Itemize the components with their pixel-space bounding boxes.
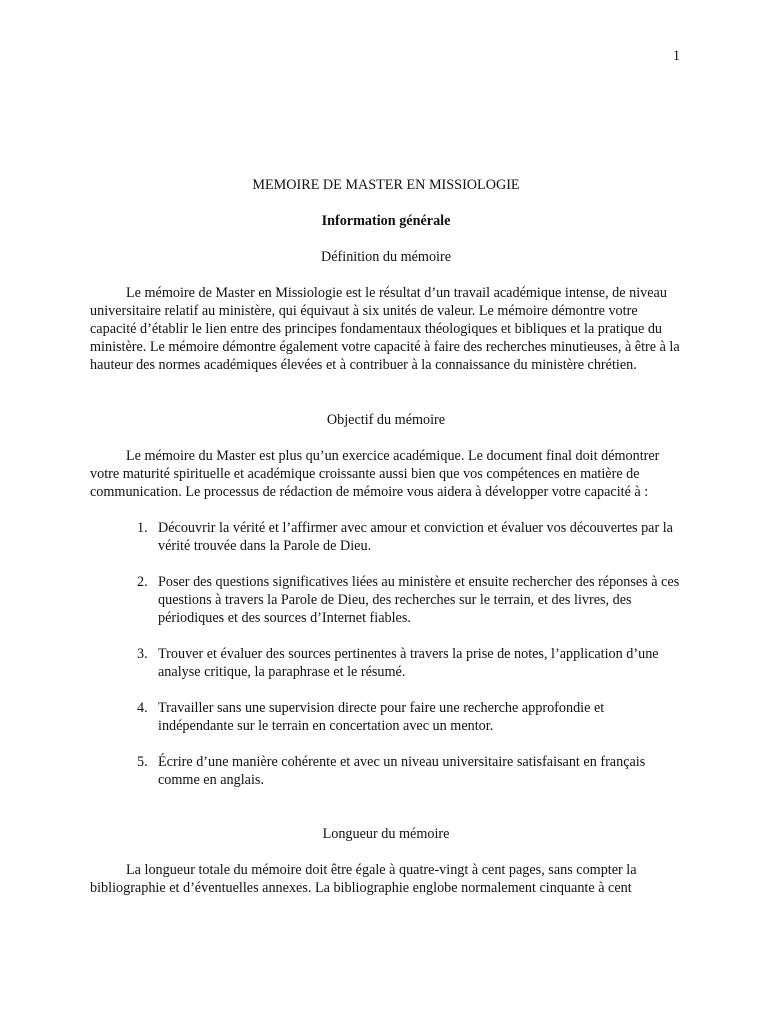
page-number: 1 bbox=[672, 48, 680, 64]
paragraph-objective: Le mémoire du Master est plus qu’un exercice académique. Le document final doit démontrer votre maturité spirituelle et académique croissante aussi bien que vos compétences en matière de communication. Le processus de rédaction de mémoire vous aidera à développer votre capacité à : bbox=[90, 448, 660, 500]
document-title: MEMOIRE DE MASTER EN MISSIOLOGIE bbox=[252, 177, 520, 193]
list-item bbox=[137, 753, 682, 789]
list-item bbox=[137, 573, 682, 627]
section-title: Information générale bbox=[321, 213, 451, 229]
objectives-list bbox=[90, 519, 682, 789]
list-number: 2. bbox=[137, 574, 148, 590]
list-item bbox=[137, 519, 682, 555]
list-number: 5. bbox=[137, 754, 148, 770]
list-text: Découvrir la vérité et l’affirmer avec amour et conviction et évaluer vos découvertes par la vérité trouvée dans la Parole de Dieu. bbox=[158, 520, 673, 554]
list-number: 3. bbox=[137, 646, 148, 662]
heading-length: Longueur du mémoire bbox=[322, 826, 450, 842]
list-item bbox=[137, 699, 682, 735]
list-number: 1. bbox=[137, 520, 148, 536]
list-text: Écrire d’une manière cohérente et avec un niveau universitaire satisfaisant en français comme en anglais. bbox=[158, 754, 646, 788]
list-text: Travailler sans une supervision directe pour faire une recherche approfondie et indépendante sur le terrain en concertation avec un mentor. bbox=[158, 700, 605, 734]
list-number: 4. bbox=[137, 700, 148, 716]
heading-definition: Définition du mémoire bbox=[320, 249, 452, 265]
paragraph-definition: Le mémoire de Master en Missiologie est le résultat d’un travail académique intense, de niveau universitaire relatif au ministère, qui équivaut à six unités de valeur. Le mémoire démontre votre capacité d’établir le lien entre des principes fondamentaux théologiques et bibliques et la pratique du ministère. Le mémoire démontre également votre capacité à faire des recherches minutieuses, à être à la hauteur des normes académiques élevées et à contribuer à la connaissance du ministère chrétien. bbox=[90, 285, 680, 373]
paragraph-length: La longueur totale du mémoire doit être égale à quatre-vingt à cent pages, sans compter la bibliographie et d’éventuelles annexes. La bibliographie englobe normalement cinquante à cent bbox=[90, 862, 637, 896]
heading-objective: Objectif du mémoire bbox=[326, 412, 446, 428]
list-text: Trouver et évaluer des sources pertinentes à travers la prise de notes, l’application d’une analyse critique, la paraphrase et le résumé. bbox=[158, 646, 659, 680]
list-text: Poser des questions significatives liées au ministère et ensuite rechercher des réponses à ces questions à travers la Parole de Dieu, des recherches sur le terrain, et des livres, des périodiques et des sources d’Internet fiables. bbox=[158, 574, 680, 626]
list-item bbox=[137, 645, 682, 681]
document-body bbox=[90, 176, 682, 897]
